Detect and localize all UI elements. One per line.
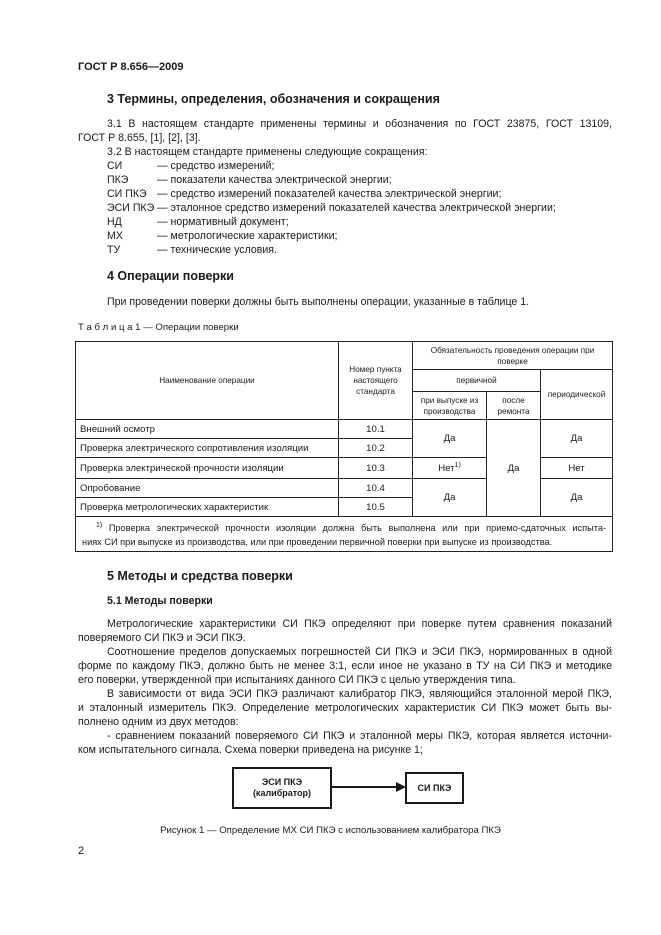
para-5-3-line2: и эталонный измеритель ПКЭ. Определение метрологических характеристик СИ ПКЭ может быть вы- <box>78 702 612 714</box>
clause-number: 10.4 <box>339 479 413 498</box>
para-5-3-line3: полнено одним из двух методов: <box>78 716 239 728</box>
para-5-2-line3: его поверки, утвержденной при испытаниях данного СИ ПКЭ с целью утверждения типа. <box>78 674 516 686</box>
para-5-4-line2: ком испытательного сигнала. Схема поверки приведена на рисунке 1; <box>78 744 423 756</box>
document-header: ГОСТ Р 8.656—2009 <box>78 61 184 73</box>
release-value <box>413 458 487 479</box>
footnote-line1-text: Проверка электрической прочности изоляции должна быть выполнена или при приемо-сдаточных испыта- <box>108 523 606 534</box>
operation-name: Внешний осмотр <box>76 420 339 439</box>
footnote-line1 <box>82 519 606 535</box>
abbreviation-value: — метрологические характеристики; <box>157 230 338 242</box>
release-value: Да <box>413 420 487 458</box>
para-3-1-line1: 3.1 В настоящем стандарте применены термины и обозначения по ГОСТ 23875, ГОСТ 13109, <box>107 118 612 130</box>
footnote-line2: ниях СИ при выпуске из производства, или при проведении первичной поверки при выпуске из производства. <box>82 537 553 548</box>
header-release: при выпуске из производства <box>413 392 487 420</box>
periodic-value: Да <box>541 479 613 517</box>
abbreviation-value: — технические условия. <box>157 244 277 256</box>
clause-number: 10.1 <box>339 420 413 439</box>
repair-value: Да <box>487 420 541 517</box>
para-5-3-line1: В зависимости от вида ЭСИ ПКЭ различают калибратор ПКЭ, являющийся эталонной мерой ПКЭ, <box>107 688 612 700</box>
abbreviation-key: ТУ <box>107 244 121 256</box>
section-3-title: 3 Термины, определения, обозначения и сокращения <box>107 92 440 106</box>
abbreviation-value: — показатели качества электрической энергии; <box>157 174 392 186</box>
footnote-ref: 1) <box>454 461 461 469</box>
subsection-5-1-title: 5.1 Методы поверки <box>107 595 213 607</box>
para-3-2: 3.2 В настоящем стандарте применены следующие сокращения: <box>107 146 428 158</box>
section-4-paragraph: При проведении поверки должны быть выполнены операции, указанные в таблице 1. <box>107 296 530 308</box>
section-5-title: 5 Методы и средства поверки <box>107 569 293 583</box>
calibrator-box <box>232 767 332 809</box>
clause-number: 10.3 <box>339 458 413 479</box>
section-4-title: 4 Операции поверки <box>107 269 234 283</box>
footnote-mark: 1) <box>96 522 103 529</box>
abbreviation-value: — средство измерений; <box>157 160 275 172</box>
periodic-value: Нет <box>541 458 613 479</box>
header-mandatory: Обязательность проведения операции при поверке <box>413 342 613 370</box>
clause-number: 10.2 <box>339 439 413 458</box>
para-5-1-line2: поверяемого СИ ПКЭ и ЭСИ ПКЭ. <box>78 632 246 644</box>
operation-name: Проверка электрического сопротивления изоляции <box>76 439 339 458</box>
header-clause-number: Номер пункта настоящего стандарта <box>339 342 413 420</box>
operation-name: Опробование <box>76 479 339 498</box>
para-5-4-line1: - сравнением показаний поверяемого СИ ПКЭ и эталонной меры ПКЭ, которая является источни- <box>107 730 612 742</box>
abbreviation-key: ЭСИ ПКЭ <box>107 202 155 214</box>
clause-number: 10.5 <box>339 498 413 517</box>
abbreviation-key: МХ <box>107 230 123 242</box>
table-caption: Т а б л и ц а 1 — Операции поверки <box>78 322 239 333</box>
abbreviation-key: НД <box>107 216 122 228</box>
table-row <box>76 420 613 439</box>
abbreviation-key: ПКЭ <box>107 174 129 186</box>
calibrator-box-label <box>253 777 311 799</box>
para-3-1-line2: ГОСТ Р 8.655, [1], [2], [3]. <box>78 132 201 144</box>
calibrator-box-line1: ЭСИ ПКЭ <box>261 777 303 787</box>
signal-arrow <box>330 780 408 794</box>
para-5-1-line1: Метрологические характеристики СИ ПКЭ определяют при поверке путем сравнения показаний <box>107 618 612 630</box>
release-value-text: Нет <box>438 463 455 475</box>
header-primary: первичной <box>413 370 541 392</box>
abbreviation-value: — нормативный документ; <box>157 216 289 228</box>
para-5-2-line1: Соотношение пределов допускаемых погрешностей СИ ПКЭ и ЭСИ ПКЭ, нормированных в одной <box>107 646 612 658</box>
periodic-value: Да <box>541 420 613 458</box>
device-under-test-box: СИ ПКЭ <box>405 772 464 804</box>
abbreviation-value: — средство измерений показателей качества электрической энергии; <box>157 188 502 200</box>
operations-table <box>75 341 613 552</box>
page-number: 2 <box>78 845 85 857</box>
abbreviation-value: — эталонное средство измерений показателей качества электрической энергии; <box>157 202 556 214</box>
calibrator-box-line2: (калибратор) <box>252 788 312 798</box>
header-repair: после ремонта <box>487 392 541 420</box>
abbreviation-key: СИ ПКЭ <box>107 188 147 200</box>
header-operation-name: Наименование операции <box>76 342 339 420</box>
operation-name: Проверка метрологических характеристик <box>76 498 339 517</box>
table-footnote <box>76 517 613 552</box>
operation-name: Проверка электрической прочности изоляции <box>76 458 339 479</box>
figure-caption: Рисунок 1 — Определение МХ СИ ПКЭ с использованием калибратора ПКЭ <box>160 825 501 836</box>
header-periodic: периодической <box>541 370 613 420</box>
para-5-2-line2: форме по каждому ПКЭ, должно быть не менее 3:1, если иное не указано в ТУ на СИ ПКЭ и методике <box>78 660 612 672</box>
abbreviation-key: СИ <box>107 160 123 172</box>
table-footnote-row <box>76 517 613 552</box>
release-value: Да <box>413 479 487 517</box>
